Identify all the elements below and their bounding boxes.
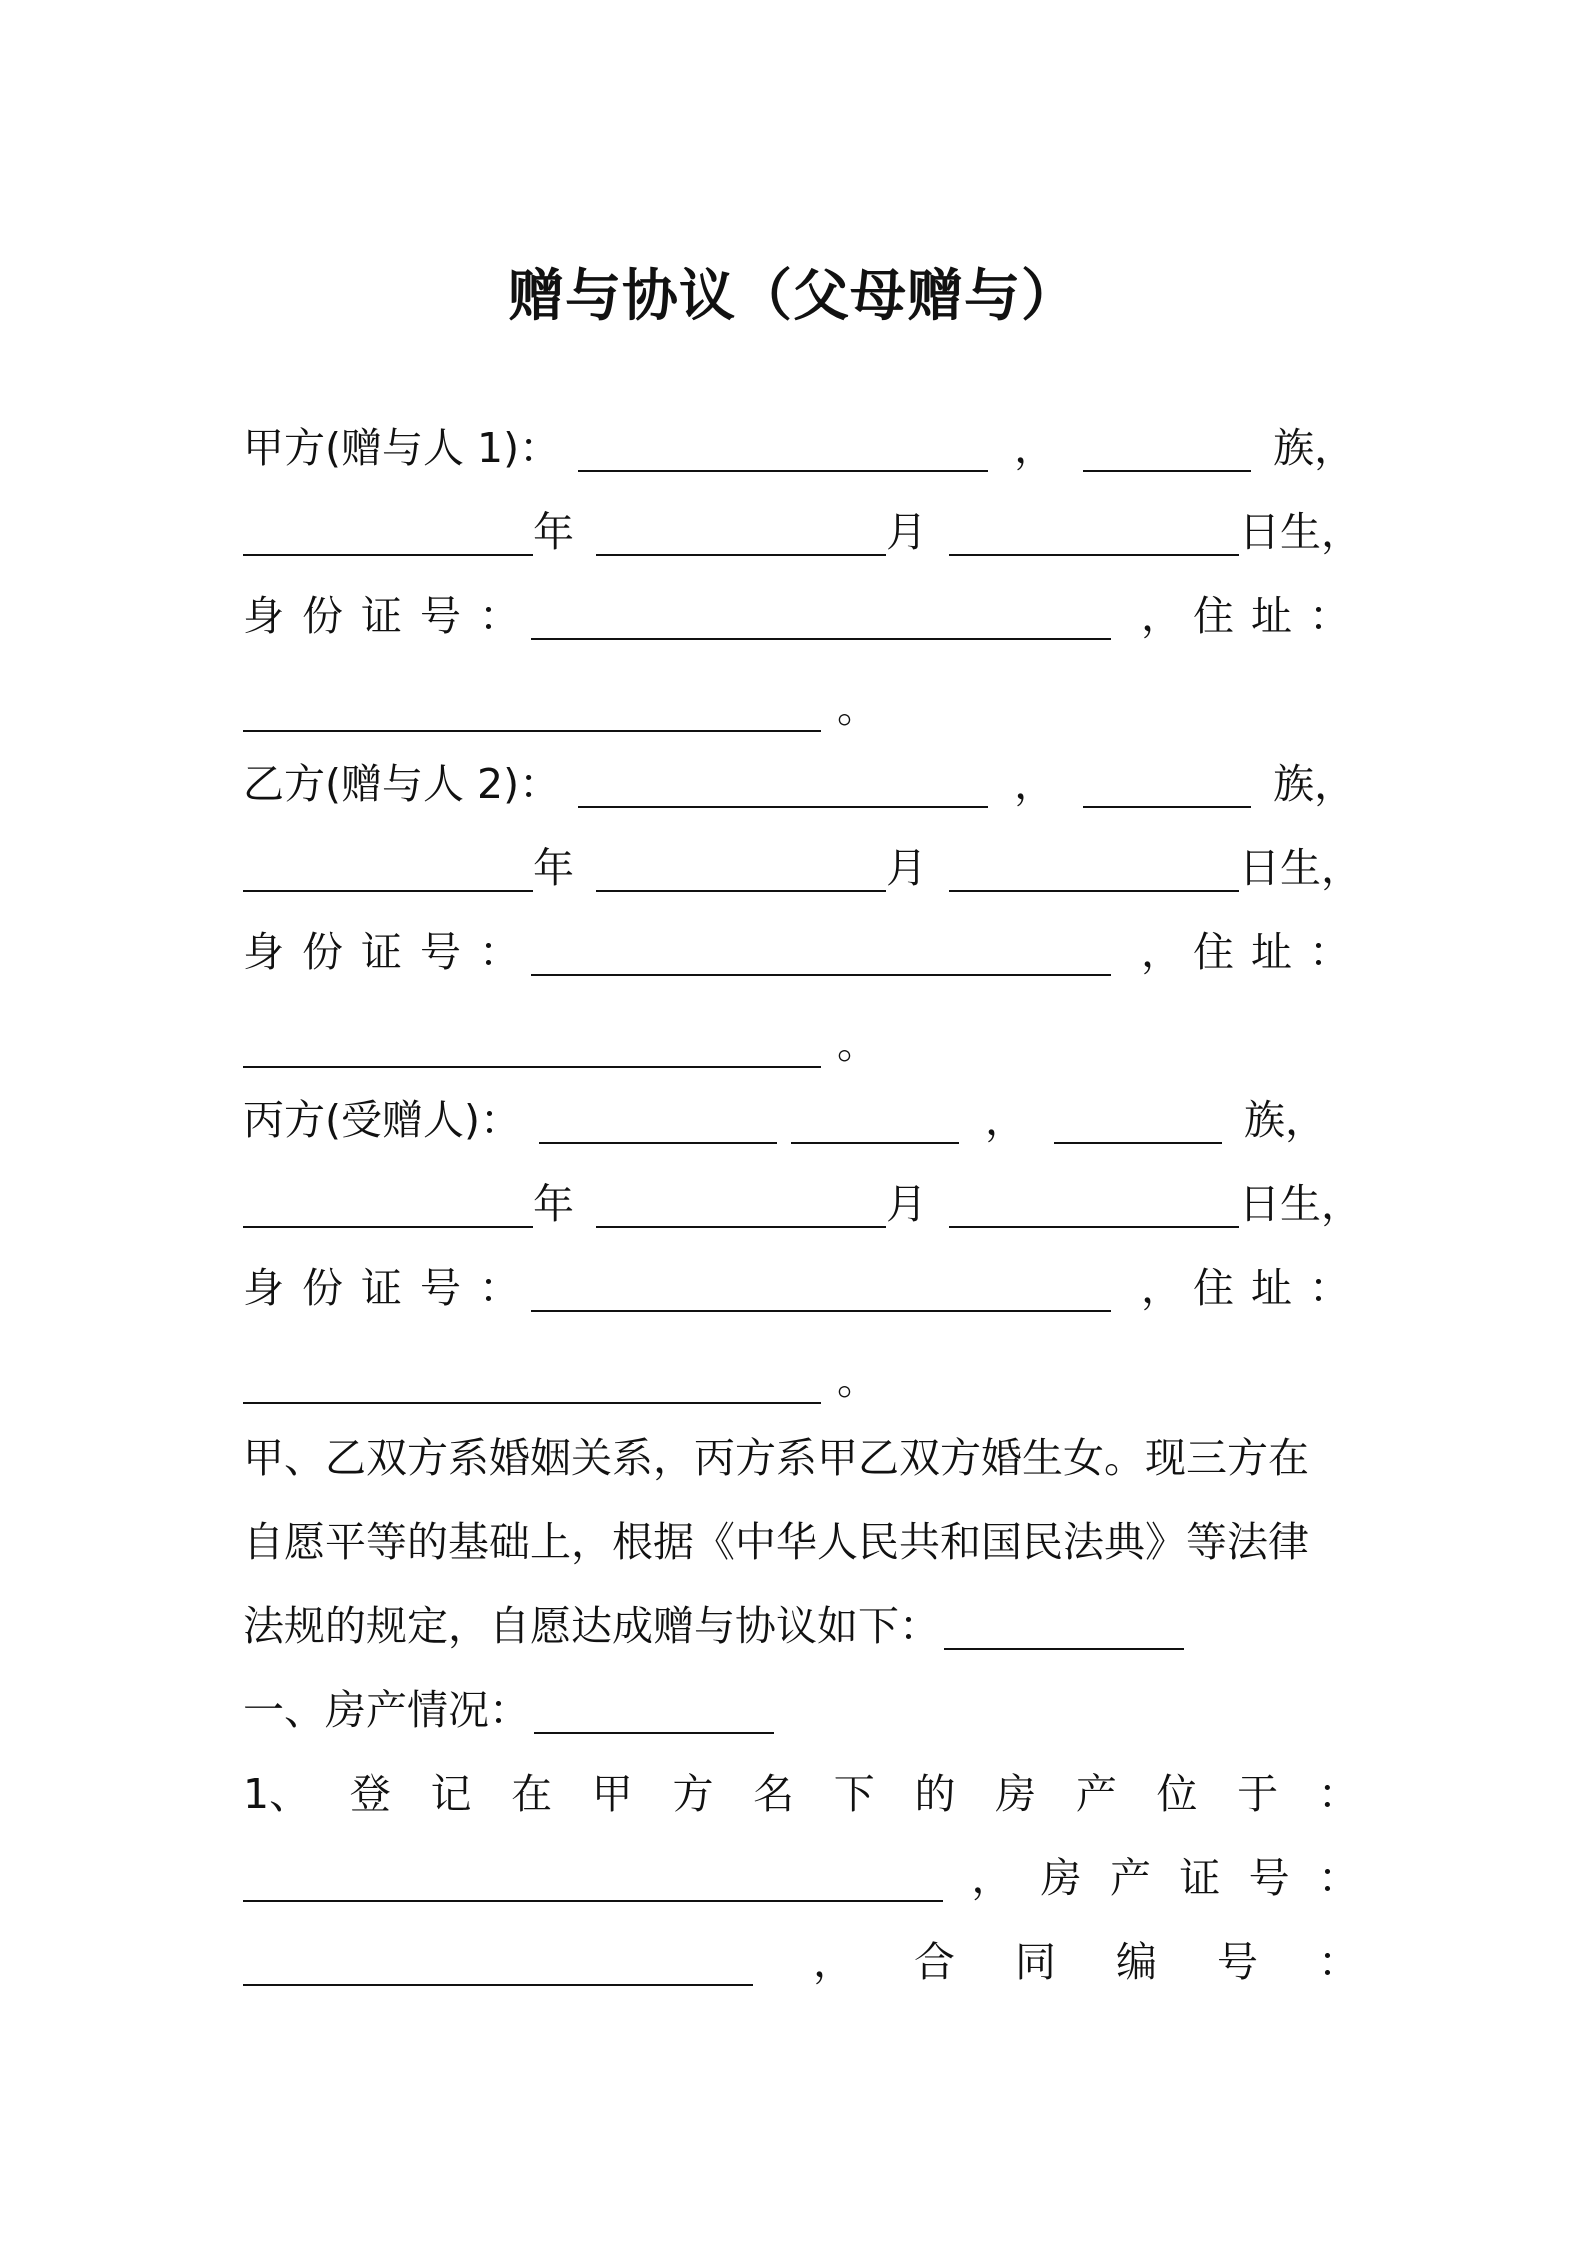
item-char: 房 — [995, 1770, 1037, 1818]
party-b-name-field[interactable] — [578, 760, 988, 808]
party-c-id-field[interactable] — [531, 1264, 1111, 1312]
party-b-ethnicity-field[interactable] — [1083, 760, 1251, 808]
item-number: 1、 — [243, 1770, 311, 1818]
year-label: 年 — [533, 844, 574, 892]
party-b-birth-month-field[interactable] — [596, 844, 886, 892]
item-char: 位 — [1156, 1770, 1198, 1818]
document-title: 赠与协议（父母赠与） — [508, 264, 1078, 329]
property-location-field[interactable] — [243, 1854, 943, 1902]
preamble-text: 法规的规定，自愿达成赠与协议如下： — [243, 1602, 940, 1650]
party-c-name-line — [243, 1084, 1359, 1144]
section1-heading-line — [243, 1674, 1359, 1734]
party-c-address-line — [243, 1344, 1359, 1404]
party-b-label: 乙方(赠与人 2)： — [243, 760, 561, 808]
id-char: 号 — [420, 592, 461, 640]
day-born-label: 日生， — [1239, 844, 1362, 892]
item-char: 在 — [511, 1770, 553, 1818]
ethnicity-suffix: 族， — [1244, 1096, 1326, 1144]
address-char: 址 — [1251, 928, 1292, 976]
item-char: 产 — [1075, 1770, 1117, 1818]
address-char: 住 — [1193, 592, 1234, 640]
party-a-address-line — [243, 672, 1359, 732]
item-char: 登 — [349, 1770, 391, 1818]
party-c-id-line — [243, 1252, 1359, 1312]
party-b-birth-year-field[interactable] — [243, 844, 533, 892]
party-c-ethnicity-field[interactable] — [1054, 1096, 1222, 1144]
id-char: 证 — [361, 1264, 402, 1312]
party-a-name-field[interactable] — [578, 424, 988, 472]
id-char: 份 — [302, 928, 343, 976]
id-colon: ： — [479, 1264, 520, 1312]
item-char: 于 — [1237, 1770, 1279, 1818]
comma: ， — [971, 1854, 1013, 1902]
month-label: 月 — [886, 1180, 927, 1228]
contract-char: 编 — [1116, 1938, 1157, 1986]
month-label: 月 — [886, 508, 927, 556]
ethnicity-suffix: 族， — [1273, 424, 1356, 472]
party-a-birth-year-field[interactable] — [243, 508, 533, 556]
id-char: 身 — [243, 928, 284, 976]
party-a-id-field[interactable] — [531, 592, 1111, 640]
item-char: 名 — [753, 1770, 795, 1818]
item1-cert-line — [243, 1842, 1359, 1902]
comma: ， — [813, 1938, 854, 1986]
cert-char: 产 — [1109, 1854, 1151, 1902]
ethnicity-suffix: 族， — [1273, 760, 1356, 808]
party-a-birth-day-field[interactable] — [949, 508, 1239, 556]
party-a-birth-line — [243, 496, 1362, 556]
item1-location-line — [243, 1758, 1359, 1818]
address-colon: ： — [1309, 1264, 1350, 1312]
id-colon: ： — [479, 592, 520, 640]
period: 。 — [837, 684, 878, 732]
cert-char: 号 — [1248, 1854, 1290, 1902]
address-colon: ： — [1309, 928, 1350, 976]
preamble-line-1 — [243, 1422, 1359, 1482]
party-b-name-line — [243, 748, 1359, 808]
item-char: 的 — [914, 1770, 956, 1818]
year-label: 年 — [533, 508, 574, 556]
preamble-line-3 — [243, 1590, 1359, 1650]
party-c-label: 丙方(受赠人)： — [243, 1096, 521, 1144]
item-char: 下 — [833, 1770, 875, 1818]
comma: ， — [1014, 424, 1056, 472]
party-a-ethnicity-field[interactable] — [1083, 424, 1251, 472]
item-colon: ： — [1317, 1770, 1359, 1818]
party-a-address-field[interactable] — [243, 684, 821, 732]
preamble-text: 甲、乙双方系婚姻关系，丙方系甲乙双方婚生女。现三方在 — [243, 1434, 1309, 1482]
cert-char: 房 — [1040, 1854, 1082, 1902]
cert-colon: ： — [1317, 1854, 1359, 1902]
contract-char: 号 — [1217, 1938, 1258, 1986]
party-a-id-line — [243, 580, 1359, 640]
comma: ， — [1014, 760, 1056, 808]
party-c-birth-line — [243, 1168, 1362, 1228]
comma: ， — [1141, 592, 1182, 640]
id-char: 证 — [361, 592, 402, 640]
address-char: 址 — [1251, 592, 1292, 640]
day-born-label: 日生， — [1239, 508, 1362, 556]
id-char: 份 — [302, 592, 343, 640]
party-b-id-field[interactable] — [531, 928, 1111, 976]
contract-char: 合 — [914, 1938, 955, 1986]
party-b-address-field[interactable] — [243, 1020, 821, 1068]
year-label: 年 — [533, 1180, 574, 1228]
section-heading: 一、房产情况： — [243, 1686, 530, 1734]
comma: ， — [1141, 928, 1182, 976]
day-born-label: 日生， — [1239, 1180, 1362, 1228]
id-char: 证 — [361, 928, 402, 976]
party-b-birth-day-field[interactable] — [949, 844, 1239, 892]
party-a-birth-month-field[interactable] — [596, 508, 886, 556]
item1-contract-line — [243, 1926, 1359, 1986]
section1-blank-field[interactable] — [534, 1686, 774, 1734]
id-char: 身 — [243, 1264, 284, 1312]
address-char: 址 — [1251, 1264, 1292, 1312]
id-char: 号 — [420, 928, 461, 976]
cert-char: 证 — [1179, 1854, 1221, 1902]
item-char: 记 — [430, 1770, 472, 1818]
contract-char: 同 — [1015, 1938, 1056, 1986]
preamble-line-2 — [243, 1506, 1359, 1566]
preamble-blank-field[interactable] — [944, 1602, 1184, 1650]
address-colon: ： — [1309, 592, 1350, 640]
item-char: 甲 — [591, 1770, 633, 1818]
address-char: 住 — [1193, 928, 1234, 976]
party-c-name-field-part1[interactable] — [539, 1096, 777, 1144]
month-label: 月 — [886, 844, 927, 892]
id-char: 身 — [243, 592, 284, 640]
party-c-birth-year-field[interactable] — [243, 1180, 533, 1228]
party-c-address-field[interactable] — [243, 1356, 821, 1404]
period: 。 — [837, 1356, 878, 1404]
party-b-address-line — [243, 1008, 1359, 1068]
item-char: 方 — [672, 1770, 714, 1818]
party-c-birth-month-field[interactable] — [596, 1180, 886, 1228]
party-b-id-line — [243, 916, 1359, 976]
comma: ， — [1141, 1264, 1182, 1312]
party-a-label: 甲方(赠与人 1)： — [243, 424, 561, 472]
id-char: 号 — [420, 1264, 461, 1312]
property-cert-number-field[interactable] — [243, 1938, 753, 1986]
address-char: 住 — [1193, 1264, 1234, 1312]
period: 。 — [837, 1020, 878, 1068]
id-char: 份 — [302, 1264, 343, 1312]
party-b-birth-line — [243, 832, 1362, 892]
party-c-name-field-part2[interactable] — [791, 1096, 959, 1144]
id-colon: ： — [479, 928, 520, 976]
party-a-name-line — [243, 412, 1359, 472]
contract-colon: ： — [1318, 1938, 1359, 1986]
preamble-text: 自愿平等的基础上，根据《中华人民共和国民法典》等法律 — [243, 1518, 1309, 1566]
comma: ， — [985, 1096, 1026, 1144]
party-c-birth-day-field[interactable] — [949, 1180, 1239, 1228]
